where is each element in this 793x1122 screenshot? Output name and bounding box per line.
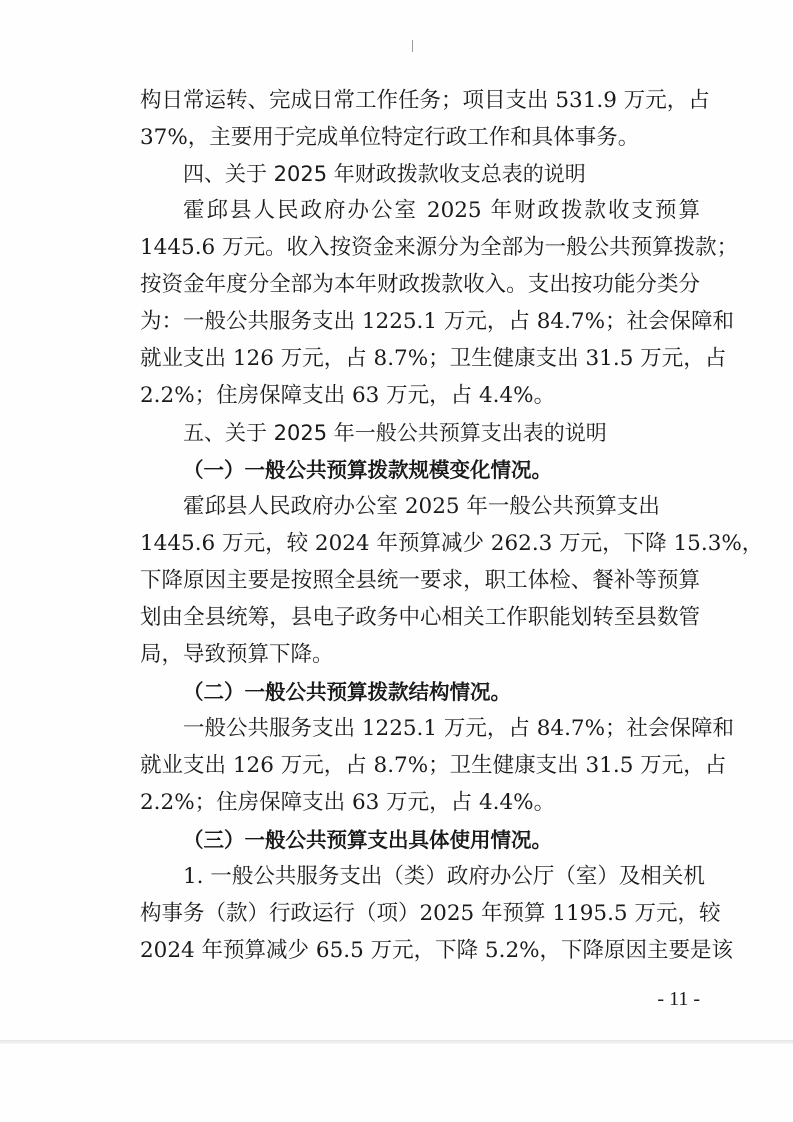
text-line: 下降原因主要是按照全县统一要求，职工体检、餐补等预算 xyxy=(140,568,700,593)
text-line: 霍邱县人民政府办公室 2025 年财政拨款收支预算 xyxy=(183,198,700,223)
text-line: 划由全县统筹，县电子政务中心相关工作职能划转至县数管 xyxy=(140,605,700,630)
text-line: 2.2%；住房保障支出 63 万元，占 4.4%。 xyxy=(140,790,556,815)
subsection-heading-1: （一）一般公共预算拨款规模变化情况。 xyxy=(183,458,552,482)
subsection-heading-3: （三）一般公共预算支出具体使用情况。 xyxy=(183,828,552,852)
page-edge-divider xyxy=(0,1040,793,1044)
text-line: 局，导致预算下降。 xyxy=(140,642,334,667)
text-line: 构日常运转、完成日常工作任务；项目支出 531.9 万元，占 xyxy=(140,88,710,113)
text-line: 霍邱县人民政府办公室 2025 年一般公共预算支出 xyxy=(183,494,660,519)
page-number: - 11 - xyxy=(657,988,700,1010)
text-line: 就业支出 126 万元，占 8.7%；卫生健康支出 31.5 万元，占 xyxy=(140,346,727,371)
text-line: 1445.6 万元。收入按资金来源分为全部为一般公共预算拨款； xyxy=(140,235,739,260)
subsection-heading-2: （二）一般公共预算拨款结构情况。 xyxy=(183,680,511,704)
text-line: 就业支出 126 万元，占 8.7%；卫生健康支出 31.5 万元，占 xyxy=(140,753,727,778)
text-line: 2.2%；住房保障支出 63 万元，占 4.4%。 xyxy=(140,383,556,408)
text-line: 1445.6 万元，较 2024 年预算减少 262.3 万元，下降 15.3%， xyxy=(140,531,764,556)
text-line: 37%，主要用于完成单位特定行政工作和具体事务。 xyxy=(140,125,640,150)
text-line: 按资金年度分全部为本年财政拨款收入。支出按功能分类分 xyxy=(140,272,700,297)
binding-mark xyxy=(412,40,413,52)
text-line: 为：一般公共服务支出 1225.1 万元，占 84.7%；社会保障和 xyxy=(140,309,735,334)
section-heading-4: 四、关于 2025 年财政拨款收支总表的说明 xyxy=(183,162,586,186)
text-line: 构事务（款）行政运行（项）2025 年预算 1195.5 万元，较 xyxy=(140,901,721,926)
section-heading-5: 五、关于 2025 年一般公共预算支出表的说明 xyxy=(183,421,607,445)
text-line: 一般公共服务支出 1225.1 万元，占 84.7%；社会保障和 xyxy=(183,716,735,741)
text-line: 1. 一般公共服务支出（类）政府办公厅（室）及相关机 xyxy=(183,864,705,889)
text-line: 2024 年预算减少 65.5 万元，下降 5.2%，下降原因主要是该 xyxy=(140,938,734,963)
